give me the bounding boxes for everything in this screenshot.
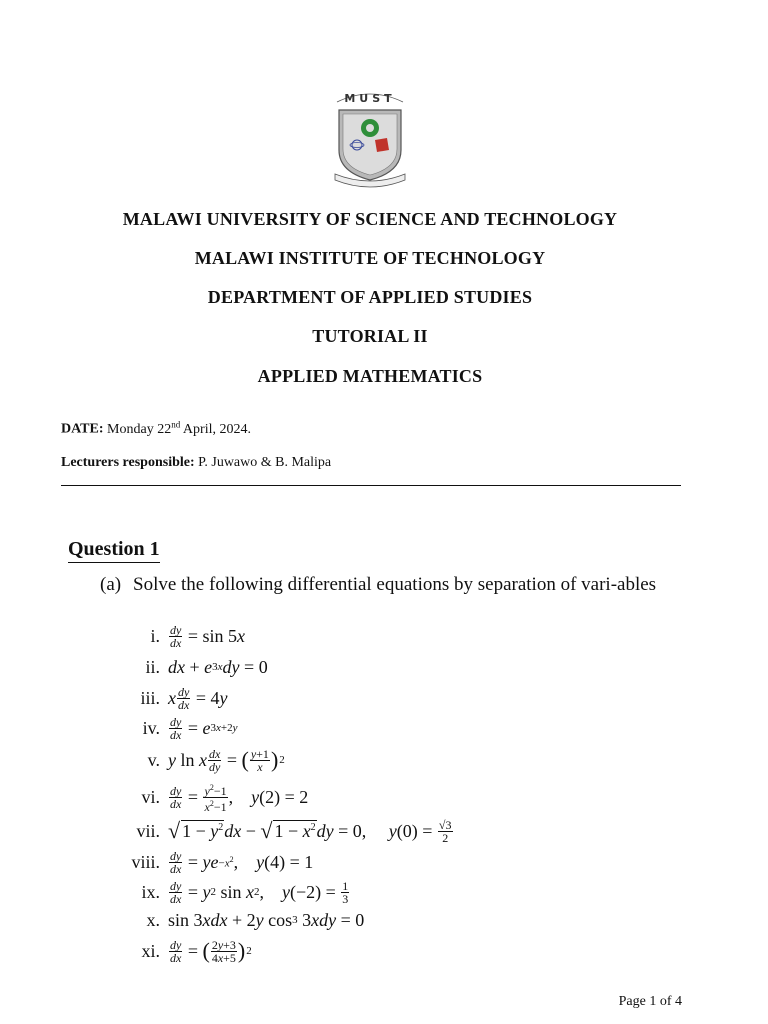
item-label: vi. (141, 787, 160, 807)
item-label: x. (146, 910, 160, 930)
list-item (100, 652, 700, 682)
item-label: i. (150, 626, 160, 646)
svg-text:MUST: MUST (344, 92, 396, 105)
list-item (100, 877, 700, 907)
item-label: ii. (145, 657, 160, 677)
list-item (100, 713, 700, 743)
item-label: xi. (141, 941, 160, 961)
equation: $\frac{dy}{dx}$ = e 3x+2y (170, 714, 238, 742)
lecturers-label: Lecturers responsible: (61, 455, 195, 470)
tutorial-title: TUTORIAL II (312, 326, 428, 346)
horizontal-rule (61, 485, 681, 486)
list-item (100, 782, 700, 812)
equation: $\frac{dy}{dx}$ = y 2 sin x 2 , y (−2) = $\frac{1}{3}$ (170, 878, 349, 906)
item-label: viii. (131, 852, 160, 872)
list-item (100, 936, 700, 966)
equation: $\frac{dy}{dx}$ = ye $-x^2$ , y (4) = 1 (170, 848, 314, 876)
equation: √ $1 - y^2$ dx − √ $1 - x^2$ dy = 0, y (0) = $\frac{√3}{2}$ (168, 817, 452, 845)
page-number: Page 1 of 4 (618, 994, 682, 1009)
university-logo (329, 88, 411, 194)
list-item (100, 745, 700, 775)
date-line (61, 419, 251, 438)
institute-name: MALAWI INSTITUTE OF TECHNOLOGY (194, 248, 546, 268)
part-text: Solve the following differential equations by separation of vari-ables (133, 574, 657, 595)
university-name: MALAWI UNIVERSITY OF SCIENCE AND TECHNOLOGY (122, 209, 618, 229)
item-label: iii. (140, 688, 160, 708)
course-title: APPLIED MATHEMATICS (257, 366, 483, 386)
equation: $\frac{dy}{dx}$ = sin 5 x (170, 622, 245, 650)
department-name: DEPARTMENT OF APPLIED STUDIES (207, 287, 533, 307)
item-label: iv. (142, 718, 160, 738)
list-item (100, 816, 700, 846)
item-label: ix. (141, 882, 160, 902)
list-item (100, 905, 700, 935)
equation: x $\frac{dy}{dx}$ = 4 y (168, 684, 228, 712)
date-label: DATE: (61, 421, 104, 437)
list-item (100, 621, 700, 651)
list-item (100, 683, 700, 713)
lecturers-line (61, 455, 331, 471)
item-label: vii. (136, 821, 160, 841)
list-item (100, 847, 700, 877)
equation: $\frac{dy}{dx}$ = $\frac{y^2-1}{x^2-1}$ , y (2) = 2 (170, 782, 309, 814)
equation: dx + e 3x dy = 0 (168, 656, 268, 677)
date-value: Monday 22nd April, 2024. (107, 419, 251, 437)
part-label: (a) (100, 574, 122, 595)
equation: $\frac{dy}{dx}$ = ( 2y+3 4x+5 ) 2 (170, 937, 252, 965)
lecturers-value: P. Juwawo & B. Malipa (198, 455, 332, 470)
item-label: v. (147, 750, 160, 770)
equation: sin 3 xdx + 2 y cos 3 3 xdy = 0 (168, 909, 365, 930)
question-title: Question 1 (68, 538, 160, 563)
equation: y ln x $\frac{dx}{dy}$ = ( y+1 x ) 2 (168, 746, 285, 774)
